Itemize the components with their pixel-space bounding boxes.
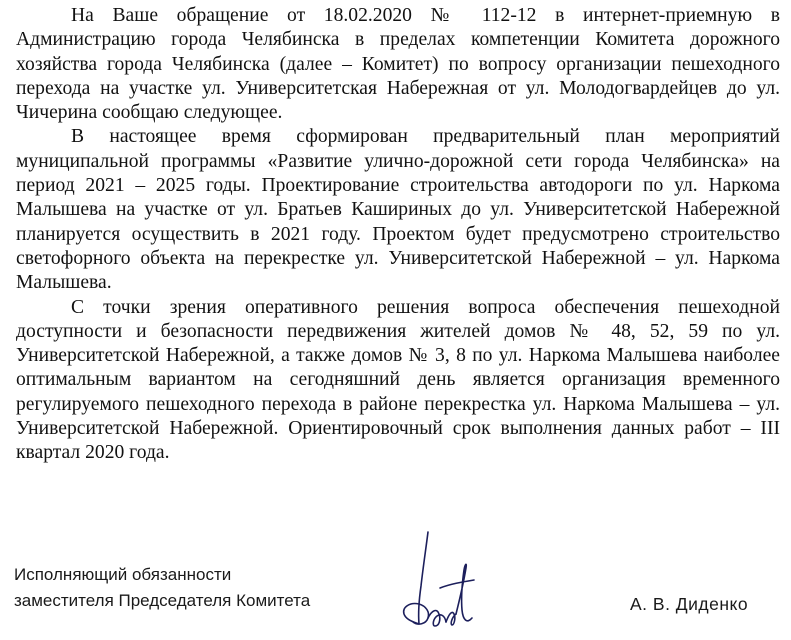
paragraph-program-plan: В настоящее время сформирован предварительный план мероприятий муниципальной программы «Развитие улично-дорожной сети города Челябинска» на период 2021 – 2025 годы. Проектирование строительства автодороги по ул. Наркома Малышева на участке от ул. Братьев Кашириных до ул. Университетской Набережной планируется осуществить в 2021 году. Проектом будет предусмотрено строительство светофорного объекта на перекрестке ул. Университетской Набережной – ул. Наркома Малышева. [16, 126, 780, 294]
handwritten-signature [392, 528, 502, 640]
paragraph-temporary-crossing: С точки зрения оперативного решения вопроса обеспечения пешеходной доступности и безопасности передвижения жителей домов № 48, 52, 59 по ул. Университетской Набережной, а также домов № 3, 8 по ул. Наркома Малышева наиболее оптимальным вариантом на сегодняшний день является организация временного регулируемого пешеходного перехода в районе перекрестка ул. Наркома Малышева – ул. Университетской Набережной. Ориентировочный срок выполнения данных работ – III квартал 2020 года. [16, 296, 780, 464]
signer-name: А. В. Диденко [630, 594, 749, 614]
letter-body [16, 4, 780, 466]
paragraph-request-reference: На Ваше обращение от 18.02.2020 № 112-12 в интернет-приемную в Администрацию города Челябинска в пределах компетенции Комитета дорожного хозяйства города Челябинска (далее – Комитет) по вопросу организации пешеходного перехода на участке ул. Университетская Набережная от ул. Молодогвардейцев до ул. Чичерина сообщаю следующее. [16, 5, 780, 124]
position-line-2: заместителя Председателя Комитета [14, 591, 311, 610]
signatory-position [14, 562, 310, 614]
position-line-1: Исполняющий обязанности [14, 565, 232, 584]
